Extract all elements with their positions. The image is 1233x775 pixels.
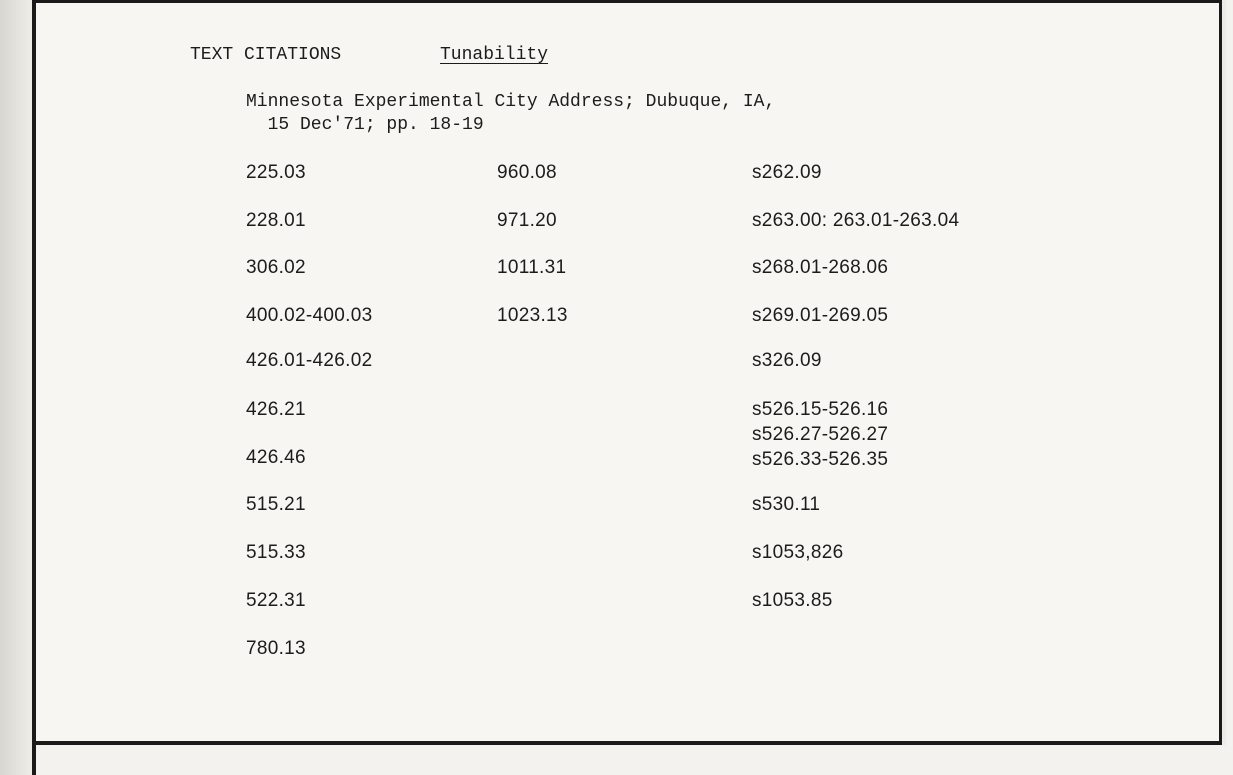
citation-col3-item: s326.09: [752, 350, 822, 371]
citation-col3-item: s262.09: [752, 162, 822, 183]
heading-label: TEXT CITATIONS: [190, 45, 342, 65]
citation-col1-item: 225.03: [246, 162, 306, 183]
citation-col3-item: s1053,826: [752, 542, 844, 563]
next-card-edge: [32, 745, 1233, 775]
citation-col3-item: s1053.85: [752, 590, 833, 611]
heading-topic: Tunability: [440, 45, 549, 65]
citation-col3-item: s268.01-268.06: [752, 257, 889, 278]
page-edge-left: [0, 0, 30, 775]
citation-col1-item: 400.02-400.03: [246, 305, 373, 326]
citation-col3-item: s269.01-269.05: [752, 305, 889, 326]
citation-col2-item: 1011.31: [497, 257, 567, 278]
citation-col3-item: s526.33-526.35: [752, 449, 889, 470]
citation-col1-item: 515.21: [246, 494, 306, 515]
card-heading: [190, 45, 549, 65]
source-line-2: 15 Dec'71; pp. 18-19: [246, 115, 484, 135]
citation-col1-item: 228.01: [246, 210, 306, 231]
citation-col2-item: 1023.13: [497, 305, 568, 326]
citation-col3-item: s530.11: [752, 494, 821, 515]
citation-col1-item: 522.31: [246, 590, 306, 611]
citation-col1-item: 426.01-426.02: [246, 350, 373, 371]
citation-col3-item: s526.15-526.16: [752, 399, 889, 420]
page-edge-right: [1226, 0, 1233, 775]
citation-col1-item: 426.46: [246, 447, 306, 468]
source-citation: [246, 91, 775, 137]
citation-col1-item: 780.13: [246, 638, 306, 659]
citation-col3-item: s526.27-526.27: [752, 424, 889, 445]
citation-col2-item: 971.20: [497, 210, 557, 231]
citation-col1-item: 515.33: [246, 542, 306, 563]
source-line-1: Minnesota Experimental City Address; Dubuque, IA,: [246, 92, 776, 112]
citation-col2-item: 960.08: [497, 162, 557, 183]
citation-col1-item: 306.02: [246, 257, 306, 278]
citation-col1-item: 426.21: [246, 399, 306, 420]
citation-col3-item: s263.00: 263.01-263.04: [752, 210, 960, 231]
